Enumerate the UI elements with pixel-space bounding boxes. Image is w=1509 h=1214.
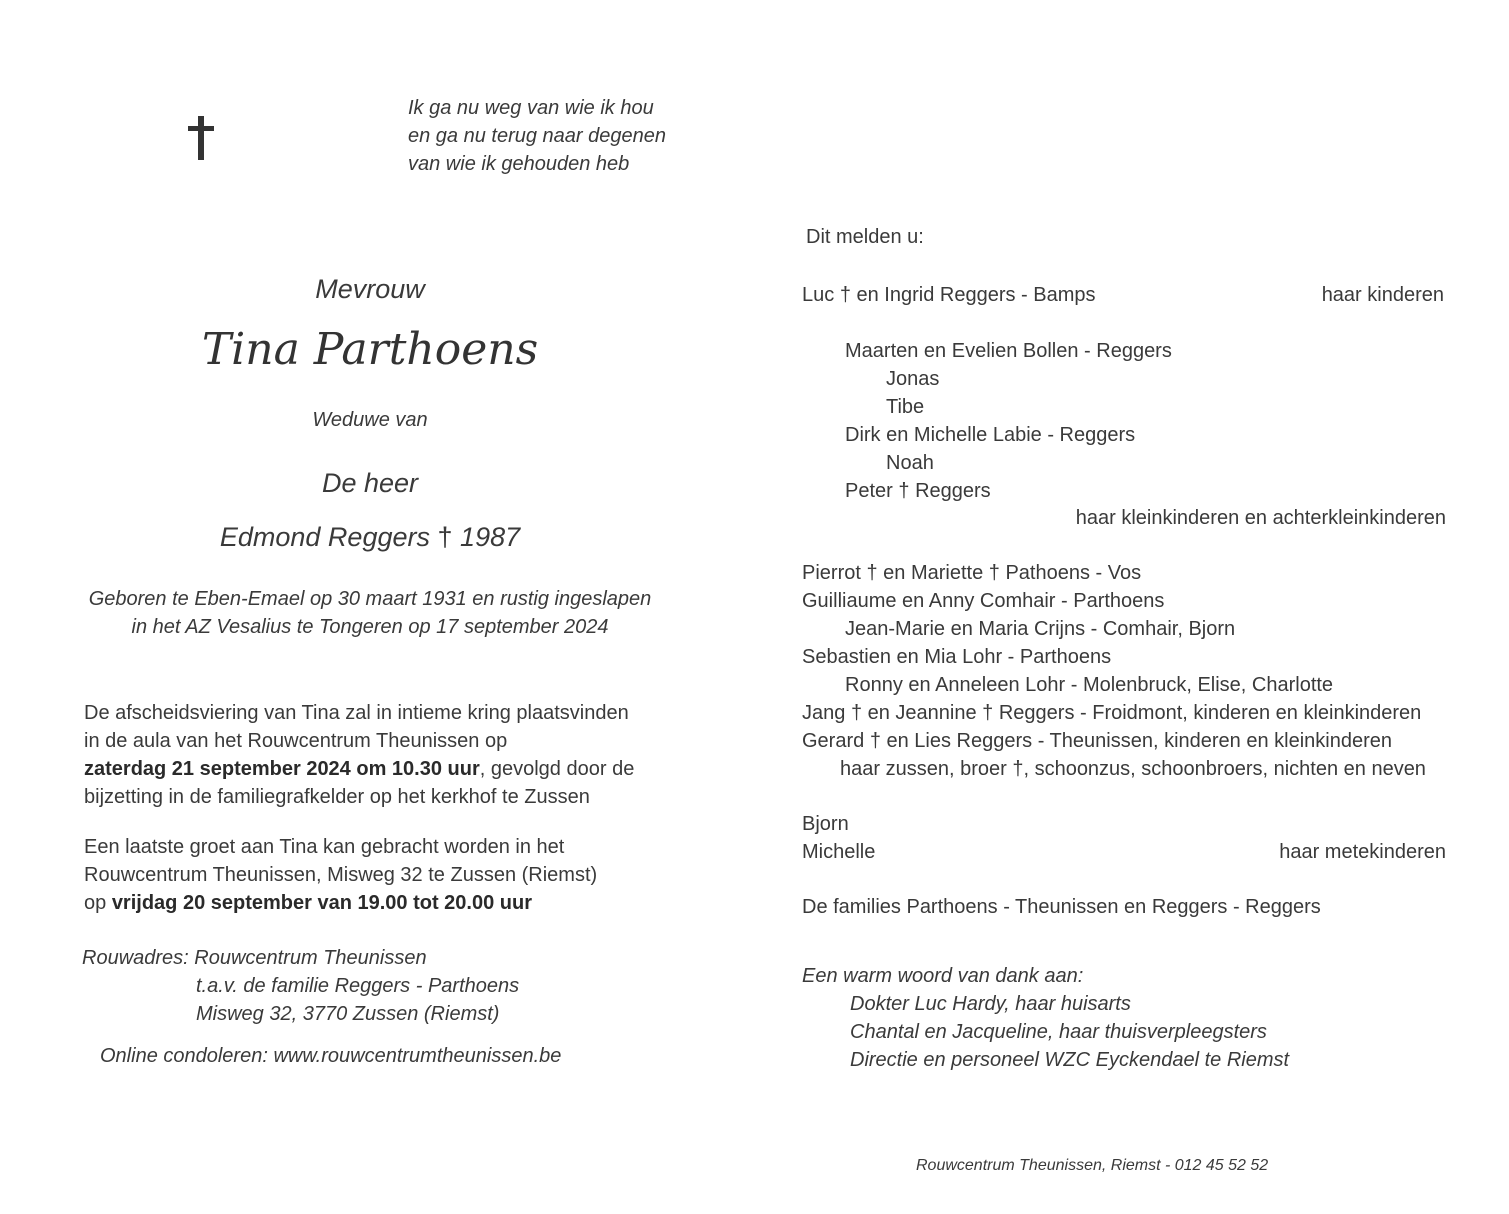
poem-line-2: en ga nu terug naar degenen [408, 125, 666, 147]
role-siblings: haar zussen, broer †, schoonzus, schoonbroers, nichten en neven [840, 758, 1426, 780]
grandchild-2: Dirk en Michelle Labie - Reggers [845, 424, 1136, 446]
grandchild-3: Peter † Reggers [845, 480, 991, 502]
cross-icon: † [866, 562, 878, 584]
role-godchildren: haar metekinderen [1279, 841, 1446, 863]
greatgrandchild-noah: Noah [886, 452, 934, 474]
godchild-bjorn: Bjorn [802, 813, 849, 835]
families: De families Parthoens - Theunissen en Reggers - Reggers [802, 896, 1321, 918]
husband-title: De heer [321, 468, 419, 498]
godchild-michelle: Michelle [802, 841, 876, 863]
address-line-2: t.a.v. de familie Reggers - Parthoens [196, 975, 520, 997]
intro: Dit melden u: [806, 226, 924, 248]
widow-of: Weduwe van [312, 409, 428, 431]
deceased-name: Tina Parthoens [201, 324, 539, 375]
ceremony-info [84, 699, 724, 939]
sibling-1: Pierrot † en Mariette † Pathoens - Vos [802, 562, 1142, 584]
salutation: Mevrouw [315, 274, 425, 304]
greet-date: vrijdag 20 september van 19.00 tot 20.00 uur [111, 892, 532, 914]
greet-line-1: Een laatste groet aan Tina kan gebracht worden in het [84, 836, 565, 858]
husband-name: Edmond Reggers [219, 522, 430, 552]
child-luc: Luc † en Ingrid Reggers - Bamps [802, 284, 1096, 306]
thanks-2: Chantal en Jacqueline, haar thuisverpleegsters [850, 1021, 1267, 1043]
greet-line-2: Rouwcentrum Theunissen, Misweg 32 te Zussen (Riemst) [84, 864, 598, 886]
cross-icon: † [437, 522, 453, 552]
greatgrandchild-jonas: Jonas [886, 368, 940, 390]
ceremony-line-1: De afscheidsviering van Tina zal in intieme kring plaatsvinden [84, 702, 629, 724]
born-line-1: Geboren te Eben-Emael op 30 maart 1931 en rustig ingeslapen [88, 588, 652, 610]
thanks-3: Directie en personeel WZC Eyckendael te Riemst [850, 1049, 1290, 1071]
ceremony-line-3-rest: , gevolgd door de [479, 758, 635, 780]
greet-prefix: op [84, 892, 112, 914]
cross-icon: † [850, 702, 863, 724]
sibling-2-child: Jean-Marie en Maria Crijns - Comhair, Bjorn [845, 618, 1236, 640]
poem-line-3: van wie ik gehouden heb [408, 153, 630, 175]
born-line-2: in het AZ Vesalius te Tongeren op 17 september 2024 [131, 616, 609, 638]
ceremony-line-4: bijzetting in de familiegrafkelder op het kerkhof te Zussen [84, 786, 590, 808]
greatgrandchild-tibe: Tibe [886, 396, 925, 418]
cross-icon: † [1012, 758, 1024, 780]
role-children: haar kinderen [1321, 284, 1444, 306]
address-line-3: Misweg 32, 3770 Zussen (Riemst) [196, 1003, 500, 1025]
thanks-1: Dokter Luc Hardy, haar huisarts [850, 993, 1131, 1015]
sibling-5: Gerard † en Lies Reggers - Theunissen, kinderen en kleinkinderen [802, 730, 1392, 752]
ceremony-line-2: in de aula van het Rouwcentrum Theunissen op [84, 730, 508, 752]
husband-line [120, 520, 620, 554]
cross-icon: † [982, 702, 994, 724]
cross-icon [186, 116, 218, 162]
footer: Rouwcentrum Theunissen, Riemst - 012 45 52 52 [916, 1157, 1269, 1174]
ceremony-date: zaterdag 21 september 2024 om 10.30 uur [84, 758, 480, 780]
cross-icon: † [898, 480, 910, 502]
sibling-3: Sebastien en Mia Lohr - Parthoens [802, 646, 1112, 668]
thanks-title: Een warm woord van dank aan: [802, 965, 1084, 987]
grandchild-1: Maarten en Evelien Bollen - Reggers [845, 340, 1172, 362]
poem-line-1: Ik ga nu weg van wie ik hou [408, 97, 654, 119]
sibling-4: Jang † en Jeannine † Reggers - Froidmont, kinderen en kleinkinderen [802, 702, 1422, 724]
online-condolence: Online condoleren: www.rouwcentrumtheunissen.be [100, 1045, 562, 1067]
cross-icon: † [988, 562, 1000, 584]
husband-death-year: 1987 [460, 522, 521, 552]
sibling-3-child: Ronny en Anneleen Lohr - Molenbruck, Elise, Charlotte [845, 674, 1334, 696]
address-label: Rouwadres: Rouwcentrum Theunissen [82, 947, 427, 969]
sibling-2: Guilliaume en Anny Comhair - Parthoens [802, 590, 1165, 612]
cross-icon: † [869, 730, 881, 752]
role-grandchildren: haar kleinkinderen en achterkleinkinderen [1075, 507, 1446, 529]
cross-icon: † [839, 284, 851, 306]
